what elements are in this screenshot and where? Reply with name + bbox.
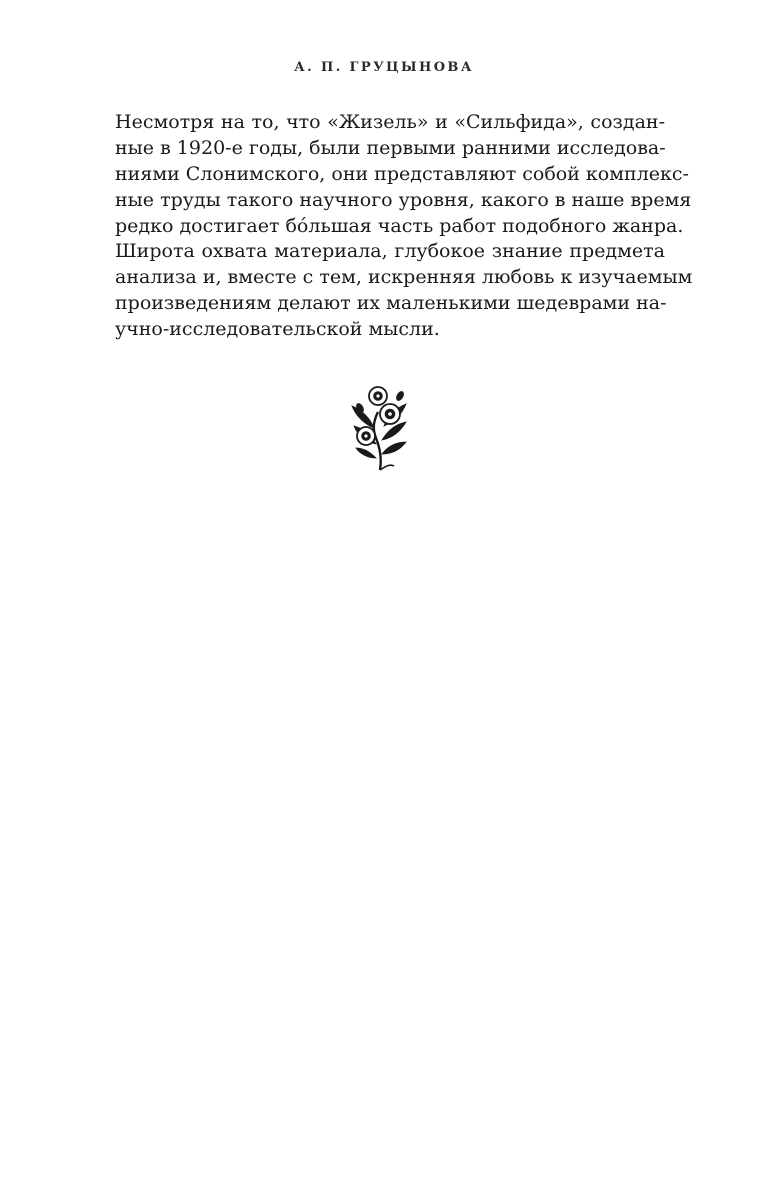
paragraph-line: произведениям делают их маленькими шедеврами на- <box>115 292 667 315</box>
paragraph-line: учно-исследовательской мысли. <box>115 318 440 341</box>
paragraph-line: анализа и, вместе с тем, искренняя любовь к изучаемым <box>115 266 693 289</box>
paragraph-line: ные в 1920-е годы, были первыми ранними исследова- <box>115 136 666 159</box>
running-header: А. П. ГРУЦЫНОВА <box>294 60 474 75</box>
paragraph-line: ные труды такого научного уровня, какого в наше время <box>115 188 692 211</box>
paragraph-line: Широта охвата материала, глубокое знание предмета <box>115 240 665 263</box>
floral-vignette-icon <box>336 378 432 474</box>
paragraph-line: Несмотря на то, что «Жизель» и «Сильфида», создан- <box>115 111 665 133</box>
paragraph-line: редко достигает бóльшая часть работ подобного жанра. <box>115 214 684 237</box>
paragraph-line: ниями Слонимского, они представляют собой комплекс- <box>115 162 689 185</box>
body-paragraph <box>115 110 693 343</box>
